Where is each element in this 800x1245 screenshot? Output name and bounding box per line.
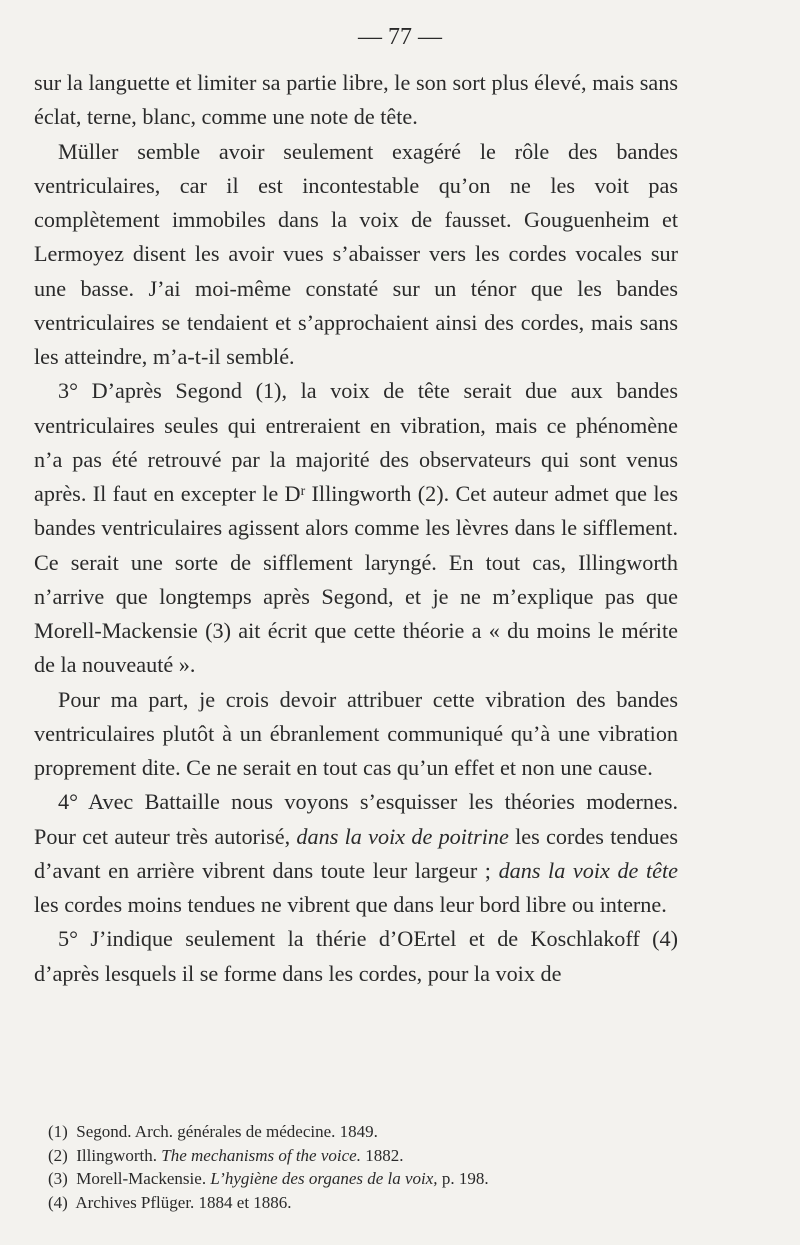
footnote-text: Morell-Mackensie. (76, 1169, 211, 1189)
text-run: les cordes tendues d’avant en arrière vibrent dans toute leur largeur ; (34, 823, 678, 883)
footnote-number: (3) (48, 1169, 68, 1189)
italic-run: dans la voix de tête (498, 857, 678, 883)
footnote (48, 1191, 688, 1215)
paragraph: sur la languette et limiter sa partie libre, le son sort plus élevé, mais sans éclat, terne, blanc, comme une note de tête. (34, 70, 678, 130)
footnote-number: (2) (48, 1145, 68, 1165)
text-run: Illingworth (2). Cet auteur admet que les bandes ventriculaires agissent alors comme les lèvres dans le sifflement. Ce serait une sorte de sifflement laryngé. En tout cas, Illingworth n’arrive que longtemps après Segond, et je ne m’explique pas que Morell-Mackensie (3) ait écrit que cette théorie a « du moins le mérite de la nouveauté ». (34, 481, 678, 678)
footnote (48, 1167, 688, 1191)
paragraph: Müller semble avoir seulement exagéré le rôle des bandes ventriculaires, car il est incontestable qu’on ne les voit pas complètement immobiles dans la voix de fausset. Gouguenheim et Lermoyez disent les avoir vues s’abaisser vers les cordes vocales sur une basse. J’ai moi-même constaté sur un ténor que les bandes ventriculaires se tendaient et s’approchaient ainsi des cordes, mais sans les atteindre, m’a-t-il semblé. (34, 138, 678, 369)
text-run: les cordes moins tendues ne vibrent que dans leur bord libre ou interne. (34, 892, 667, 917)
paragraph (34, 785, 678, 922)
italic-run: dans la voix de poitrine (296, 823, 509, 849)
footnote-number: (1) (48, 1122, 68, 1141)
paragraph: Pour ma part, je crois devoir attribuer cette vibration des bandes ventriculaires plutôt à un ébranlement communiqué qu’à une vibration proprement dite. Ce ne serait en tout cas qu’un effet et non une cause. (34, 686, 678, 780)
page-number: — 77 — (358, 24, 442, 50)
footnote-title: The mechanisms of the voice. (161, 1145, 361, 1165)
footnote (48, 1144, 688, 1168)
footnote-text: p. 198. (437, 1169, 489, 1189)
paragraph: 5° J’indique seulement la thérie d’OErtel et de Koschlakoff (4) d’après lesquels il se forme dans les cordes, pour la voix de (34, 926, 678, 986)
footnote-text: Illingworth. (76, 1145, 162, 1165)
footnote-text: Archives Pflüger. 1884 et 1886. (75, 1192, 292, 1212)
paragraph (34, 374, 678, 682)
text-run: 4° Avec Battaille nous voyons s’esquisser les théories modernes. Pour cet auteur très autorisé, (34, 789, 678, 849)
text-run: 3° D’après Segond (1), la voix de tête serait due aux bandes ventriculaires seules qui entreraient en vibration, mais ce phénomène n’a pas été retrouvé par la majorité des observateurs qui sont venus après. Il faut en excepter le D (34, 378, 678, 506)
main-text (34, 66, 678, 991)
footnote-number: (4) (48, 1192, 68, 1212)
superscript: r (300, 482, 306, 498)
footnotes (48, 1120, 688, 1214)
footnote-text: 1882. (360, 1145, 404, 1165)
footnote-title: L’hygiène des organes de la voix, (210, 1169, 438, 1189)
footnote-text: Segond. Arch. générales de médecine. 1849. (76, 1122, 378, 1141)
footnote (48, 1120, 688, 1144)
